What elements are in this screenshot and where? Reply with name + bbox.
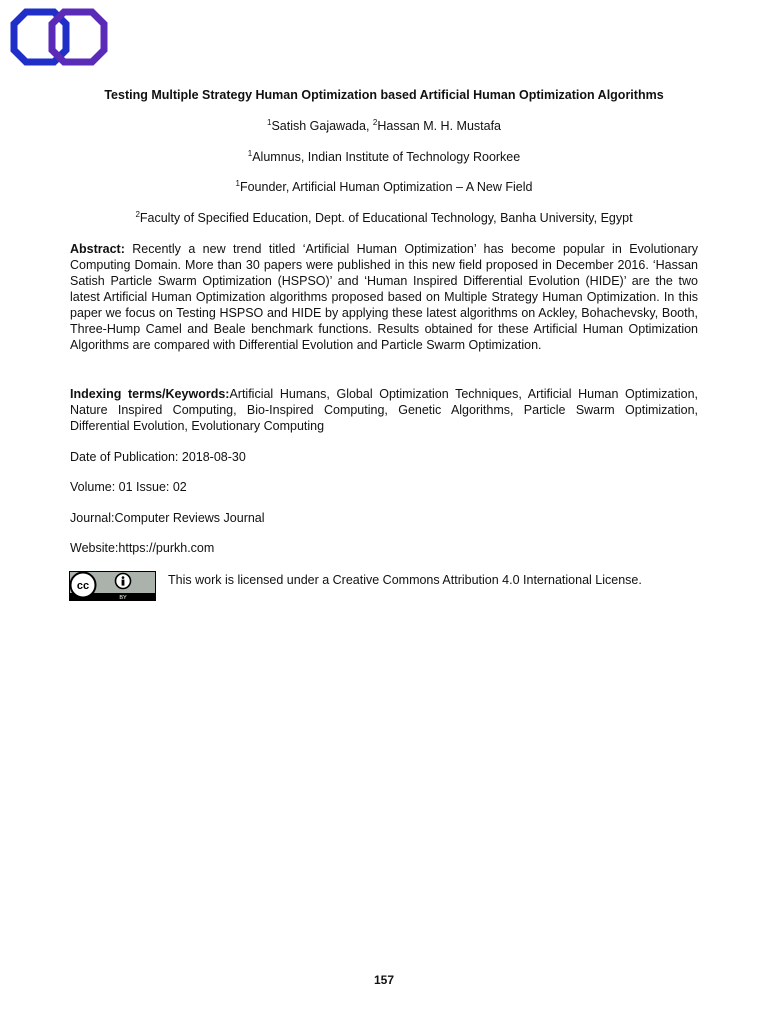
abstract-paragraph <box>70 241 698 353</box>
attribution-icon <box>122 576 125 579</box>
keywords-paragraph <box>70 386 698 434</box>
affiliation-1 <box>0 150 768 164</box>
affiliation-1-text: Alumnus, Indian Institute of Technology Roorkee <box>252 150 521 164</box>
license-text: This work is licensed under a Creative Commons Attribution 4.0 International License. <box>168 573 642 587</box>
affiliation-3-text: Faculty of Specified Education, Dept. of Educational Technology, Banha University, Egypt <box>139 211 633 225</box>
paper-title: Testing Multiple Strategy Human Optimization based Artificial Human Optimization Algorithms <box>104 88 664 102</box>
abstract-text: Recently a new trend titled ‘Artificial Human Optimization’ has become popular in Evolutionary Computing Domain. More than 30 papers were published in this new field proposed in December 2016. ‘Hassan Satish Particle Swarm Optimization (HSPSO)’ and ‘Human Inspired Differential Evolution (HIDE)’ are the two latest Artificial Human Optimization algorithms proposed based on Multiple Strategy Human Optimization. In this paper we focus on Testing HSPSO and HIDE by applying these latest algorithms on Ackley, Bohachevsky, Booth, Three-Hump Camel and Beale benchmark functions. Results obtained for these Artificial Human Optimization Algorithms are compared with Differential Evolution and Particle Swarm Optimization. <box>70 242 698 352</box>
website-link[interactable]: Website:https://purkh.com <box>70 541 215 555</box>
by-label: BY <box>119 595 127 601</box>
page-number: 157 <box>373 973 395 987</box>
affiliation-2-sup: 1 <box>235 178 240 188</box>
affiliation-2 <box>0 180 768 194</box>
author-2-sup: 2 <box>372 117 378 127</box>
cc-icon: cc <box>76 580 90 592</box>
author-1-name: Satish Gajawada, <box>271 119 373 133</box>
keywords-text: Artificial Humans, Global Optimization Techniques, Artificial Human Optimization, Nature Inspired Computing, Bio-Inspired Computing, Genetic Algorithms, Particle Swarm Optimization, Differential Evolution, Evolutionary Computing <box>70 387 698 433</box>
cc-by-license-badge[interactable] <box>69 571 156 601</box>
logo-ring-right <box>52 12 104 62</box>
interlocked-rings-logo <box>10 8 108 66</box>
author-2-name: Hassan M. H. Mustafa <box>377 119 501 133</box>
affiliation-1-sup: 1 <box>247 148 253 158</box>
volume-issue: Volume: 01 Issue: 02 <box>70 480 187 494</box>
journal-name: Journal:Computer Reviews Journal <box>70 511 265 525</box>
abstract-label: Abstract: <box>70 242 125 256</box>
keywords-label: Indexing terms/Keywords: <box>70 387 230 401</box>
authors-line <box>0 119 768 133</box>
affiliation-2-text: Founder, Artificial Human Optimization – A New Field <box>239 180 533 194</box>
author-1-sup: 1 <box>266 117 272 127</box>
affiliation-3-sup: 2 <box>135 209 140 219</box>
affiliation-3 <box>0 211 768 225</box>
publication-date: Date of Publication: 2018-08-30 <box>70 450 246 464</box>
